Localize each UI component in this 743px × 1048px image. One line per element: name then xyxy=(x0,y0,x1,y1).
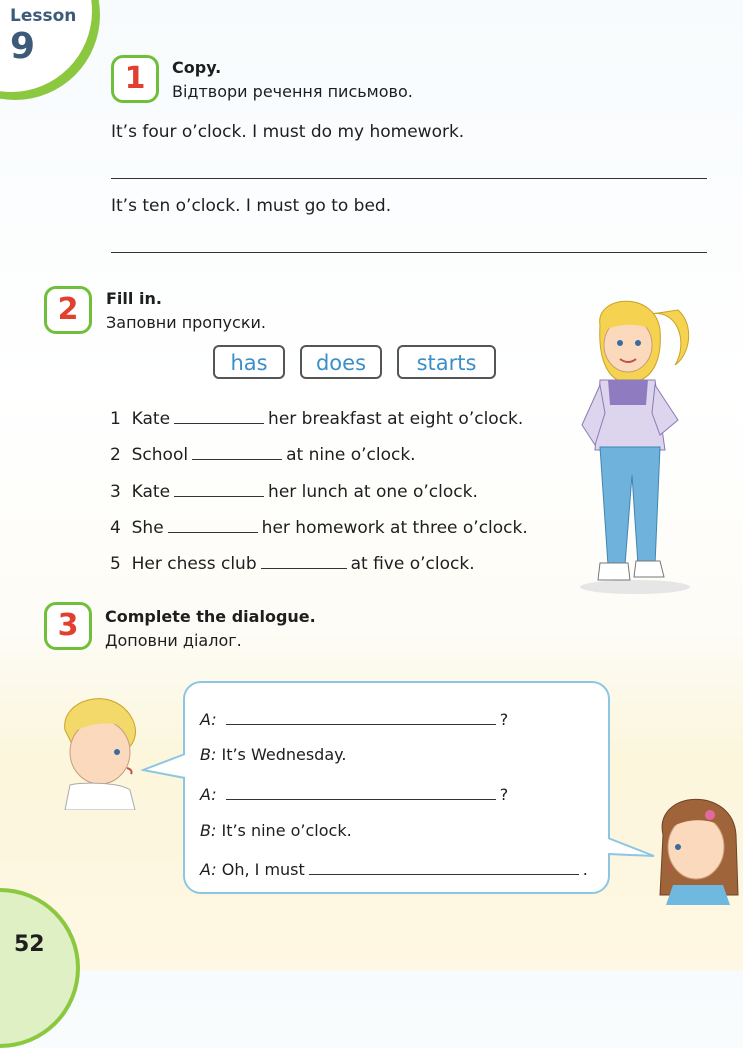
fill-item-3-after: her lunch at one o’clock. xyxy=(268,482,478,502)
fill-item-4-num: 4 xyxy=(110,518,121,538)
exercise-2-number: 2 xyxy=(44,286,92,334)
fill-gap-3[interactable] xyxy=(174,480,264,497)
exercise-3-subtitle: Доповни діалог. xyxy=(105,631,242,650)
dialogue-line-5-speaker: A: xyxy=(200,860,217,879)
dialogue-line-3 xyxy=(200,783,508,804)
dialogue-gap-2[interactable] xyxy=(226,783,496,800)
exercise-2-title: Fill in. xyxy=(106,289,162,308)
dialogue-line-1 xyxy=(200,708,508,729)
fill-item-4-before: She xyxy=(131,518,164,538)
dialogue-line-5 xyxy=(200,858,588,879)
dialogue-line-2-text: It’s Wednesday. xyxy=(221,745,347,764)
copy-sentence-2: It’s ten o’clock. I must go to bed. xyxy=(111,196,392,216)
lesson-label: Lesson xyxy=(10,6,77,26)
fill-item-3 xyxy=(110,480,478,502)
fill-item-5-before: Her chess club xyxy=(131,554,257,574)
fill-item-4 xyxy=(110,516,528,538)
girl-illustration xyxy=(560,285,710,595)
fill-item-1 xyxy=(110,407,523,429)
dialogue-line-4-text: It’s nine o’clock. xyxy=(221,821,352,840)
exercise-2-subtitle: Заповни пропуски. xyxy=(106,313,266,332)
word-box-has: has xyxy=(213,345,285,379)
boy-illustration xyxy=(55,690,150,810)
fill-item-3-before: Kate xyxy=(131,482,171,502)
exercise-1-title: Copy. xyxy=(172,58,222,77)
dialogue-line-5-text: Oh, I must xyxy=(221,860,305,879)
dialogue-line-2-speaker: B: xyxy=(200,745,217,764)
bubble-tail-left xyxy=(141,752,187,782)
exercise-3-title: Complete the dialogue. xyxy=(105,607,316,626)
fill-item-1-num: 1 xyxy=(110,409,121,429)
fill-item-5 xyxy=(110,552,475,574)
fill-item-2-after: at nine o’clock. xyxy=(286,445,416,465)
dialogue-line-2 xyxy=(200,745,346,764)
fill-item-1-after: her breakfast at eight o’clock. xyxy=(268,409,524,429)
fill-item-1-before: Kate xyxy=(131,409,171,429)
copy-sentence-1: It’s four o’clock. I must do my homework. xyxy=(111,122,465,142)
fill-item-4-after: her homework at three o’clock. xyxy=(261,518,528,538)
copy-answer-line-1[interactable] xyxy=(111,178,707,179)
dialogue-gap-3[interactable] xyxy=(309,858,579,875)
dialogue-line-1-end: ? xyxy=(499,710,509,729)
dialogue-line-4-speaker: B: xyxy=(200,821,217,840)
page-number: 52 xyxy=(14,932,45,957)
dialogue-line-4 xyxy=(200,821,352,840)
fill-item-2 xyxy=(110,443,416,465)
girl-brown-hair-illustration xyxy=(648,785,743,905)
exercise-3-number: 3 xyxy=(44,602,92,650)
fill-item-3-num: 3 xyxy=(110,482,121,502)
page-tab-inner xyxy=(0,892,76,1044)
dialogue-line-1-speaker: A: xyxy=(200,710,217,729)
fill-item-5-after: at five o’clock. xyxy=(350,554,475,574)
dialogue-line-3-end: ? xyxy=(499,785,509,804)
fill-item-2-before: School xyxy=(131,445,189,465)
exercise-1-number: 1 xyxy=(111,55,159,103)
word-box-does: does xyxy=(300,345,382,379)
fill-gap-2[interactable] xyxy=(192,443,282,460)
dialogue-gap-1[interactable] xyxy=(226,708,496,725)
word-box-starts: starts xyxy=(397,345,496,379)
copy-answer-line-2[interactable] xyxy=(111,252,707,253)
lesson-number: 9 xyxy=(10,26,36,67)
dialogue-line-5-end: . xyxy=(582,860,588,879)
fill-gap-4[interactable] xyxy=(168,516,258,533)
fill-gap-1[interactable] xyxy=(174,407,264,424)
fill-item-5-num: 5 xyxy=(110,554,121,574)
fill-item-2-num: 2 xyxy=(110,445,121,465)
fill-gap-5[interactable] xyxy=(261,552,347,569)
exercise-1-subtitle: Відтвори речення письмово. xyxy=(172,82,413,101)
dialogue-line-3-speaker: A: xyxy=(200,785,217,804)
